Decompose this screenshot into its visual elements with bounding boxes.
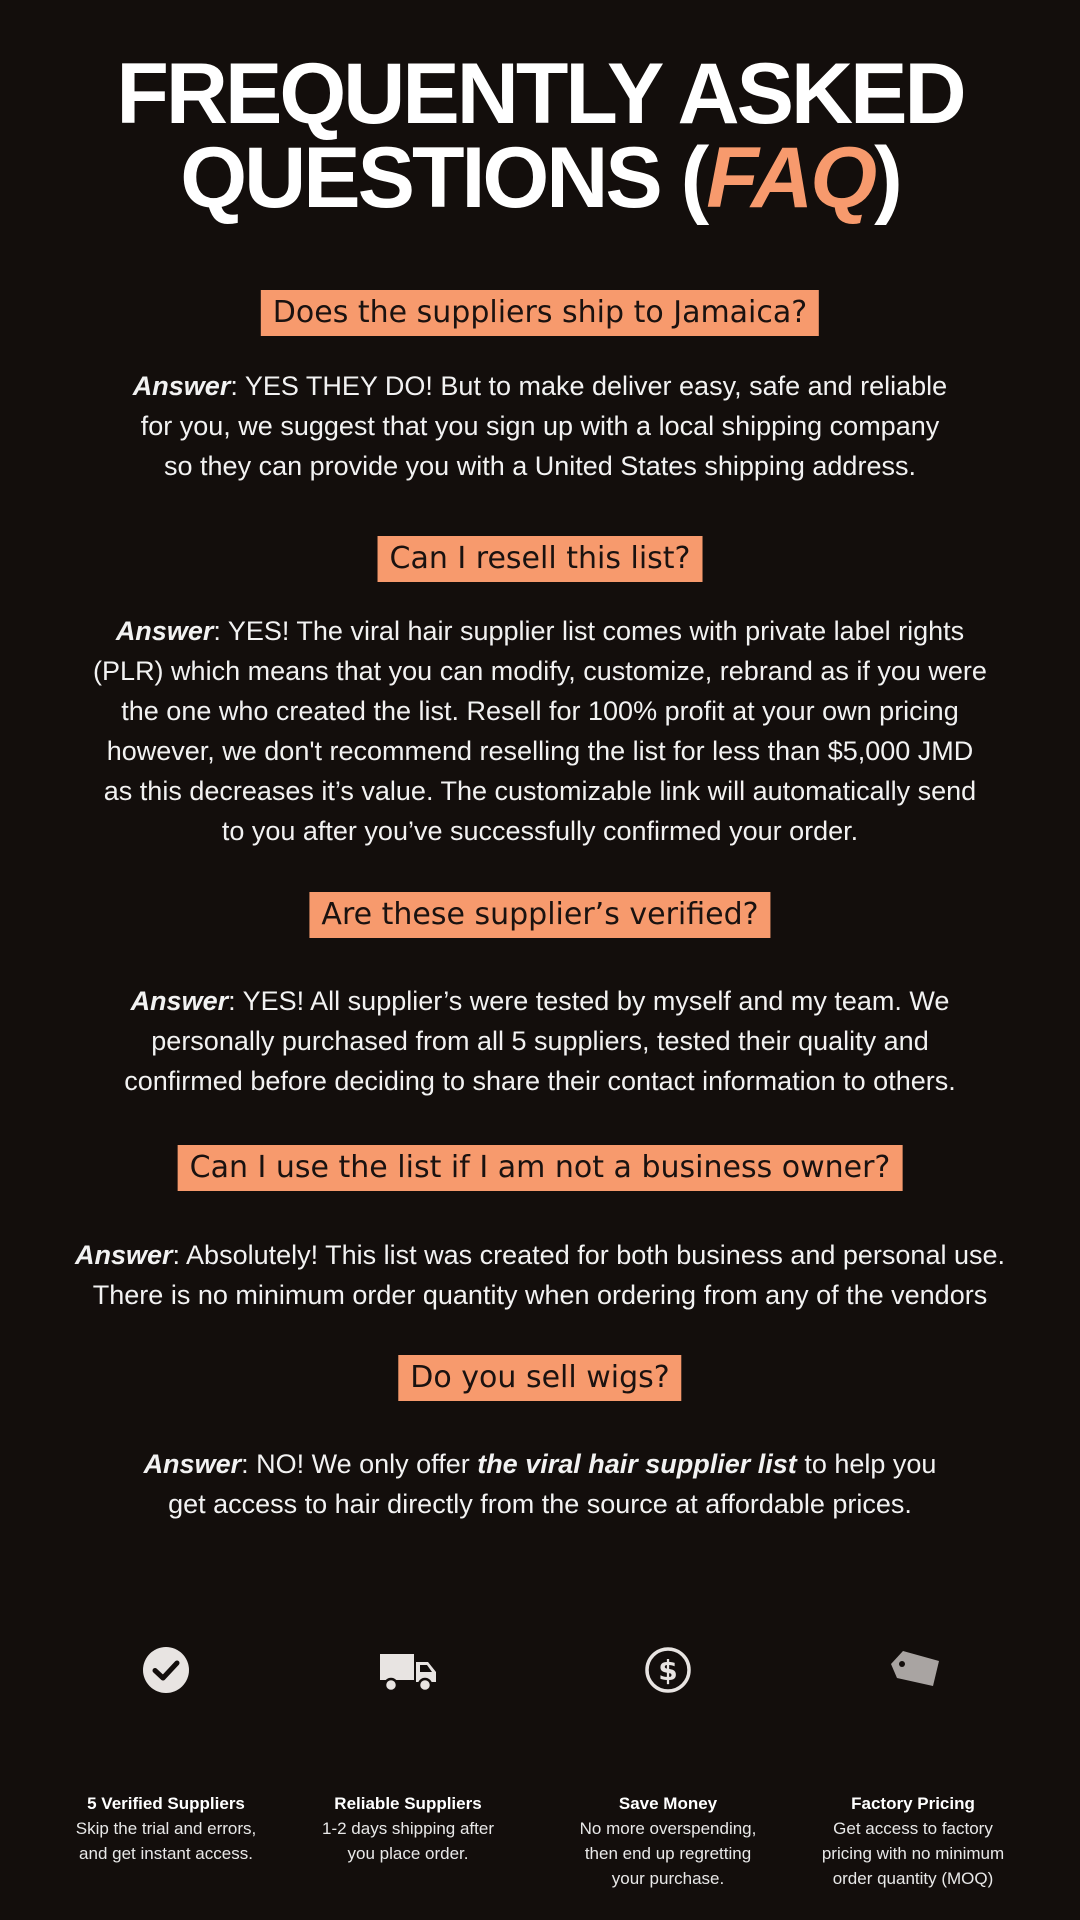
- feature-title: Factory Pricing: [851, 1794, 975, 1813]
- product-name: the viral hair supplier list: [477, 1449, 797, 1479]
- answer-line: so they can provide you with a United States shipping address.: [164, 451, 916, 481]
- title-line-2-pre: QUESTIONS (: [180, 130, 707, 226]
- check-circle-icon: [136, 1640, 196, 1700]
- feature-save-money: [553, 1640, 783, 1891]
- title-line-2-post: ): [874, 130, 900, 226]
- answer-text: : Absolutely! This list was created for both business and personal use.: [172, 1240, 1005, 1270]
- answer-line: [0, 981, 1080, 1021]
- answer-label: Answer: [130, 986, 229, 1016]
- truck-icon: [378, 1640, 438, 1700]
- answer-label: Answer: [74, 1240, 173, 1270]
- faq-answer-verified: [0, 981, 1080, 1101]
- feature-text: and get instant access.: [79, 1844, 253, 1863]
- answer-line: the one who created the list. Resell for 100% profit at your own pricing: [121, 696, 959, 726]
- answer-label: Answer: [115, 616, 214, 646]
- price-tag-icon: [883, 1640, 943, 1700]
- feature-reliable-suppliers: [293, 1640, 523, 1866]
- answer-text: : YES! The viral hair supplier list comes with private label rights: [213, 616, 965, 646]
- feature-text: No more overspending,: [579, 1819, 757, 1838]
- feature-text: Skip the trial and errors,: [75, 1819, 257, 1838]
- answer-line: for you, we suggest that you sign up with a local shipping company: [140, 411, 940, 441]
- answer-line: [0, 366, 1080, 406]
- faq-answer-resell: [0, 611, 1080, 851]
- faq-answer-business-owner: [0, 1235, 1080, 1315]
- feature-title: Save Money: [618, 1794, 718, 1813]
- faq-answer-shipping: [0, 366, 1080, 486]
- feature-title: 5 Verified Suppliers: [87, 1794, 245, 1813]
- dollar-circle-icon: [638, 1640, 698, 1700]
- answer-line: confirmed before deciding to share their contact information to others.: [124, 1066, 956, 1096]
- answer-text: : NO! We only offer: [241, 1449, 478, 1479]
- feature-text: Get access to factory: [833, 1819, 993, 1838]
- answer-text: : YES THEY DO! But to make deliver easy, safe and reliable: [230, 371, 948, 401]
- feature-text: order quantity (MOQ): [832, 1869, 994, 1888]
- feature-factory-pricing: [798, 1640, 1028, 1891]
- page-title: [0, 46, 1080, 226]
- faq-answer-wigs: [0, 1444, 1080, 1524]
- feature-verified-suppliers: [51, 1640, 281, 1866]
- feature-text: then end up regretting: [584, 1844, 752, 1863]
- faq-question-business-owner: Can I use the list if I am not a business owner?: [178, 1145, 903, 1191]
- answer-line: get access to hair directly from the source at affordable prices.: [168, 1489, 912, 1519]
- faq-question-verified: Are these supplier’s verified?: [309, 892, 770, 938]
- feature-text: pricing with no minimum: [821, 1844, 1005, 1863]
- faq-question-wigs: Do you sell wigs?: [398, 1355, 681, 1401]
- title-accent-faq: FAQ: [706, 130, 875, 226]
- feature-title: Reliable Suppliers: [334, 1794, 482, 1813]
- answer-label: Answer: [143, 1449, 242, 1479]
- answer-line: personally purchased from all 5 suppliers, tested their quality and: [151, 1026, 929, 1056]
- svg-text:$: $: [658, 1654, 678, 1687]
- answer-label: Answer: [132, 371, 231, 401]
- feature-text: 1-2 days shipping after: [322, 1819, 494, 1838]
- faq-question-shipping: Does the suppliers ship to Jamaica?: [261, 290, 819, 336]
- feature-text: your purchase.: [611, 1869, 725, 1888]
- answer-line: to you after you’ve successfully confirmed your order.: [221, 816, 859, 846]
- answer-text: to help you: [796, 1449, 937, 1479]
- feature-strip: [0, 1640, 1080, 1888]
- answer-line: however, we don't recommend reselling the list for less than $5,000 JMD: [106, 736, 974, 766]
- title-line-1: FREQUENTLY ASKED: [116, 46, 964, 142]
- answer-line: (PLR) which means that you can modify, customize, rebrand as if you were: [93, 656, 987, 686]
- answer-line: There is no minimum order quantity when ordering from any of the vendors: [92, 1280, 988, 1310]
- answer-line: [0, 1444, 1080, 1484]
- faq-question-resell: Can I resell this list?: [378, 536, 703, 582]
- feature-text: you place order.: [347, 1844, 469, 1863]
- answer-text: : YES! All supplier’s were tested by myself and my team. We: [228, 986, 950, 1016]
- answer-line: [0, 611, 1080, 651]
- answer-line: as this decreases it’s value. The customizable link will automatically send: [103, 776, 977, 806]
- answer-line: [0, 1235, 1080, 1275]
